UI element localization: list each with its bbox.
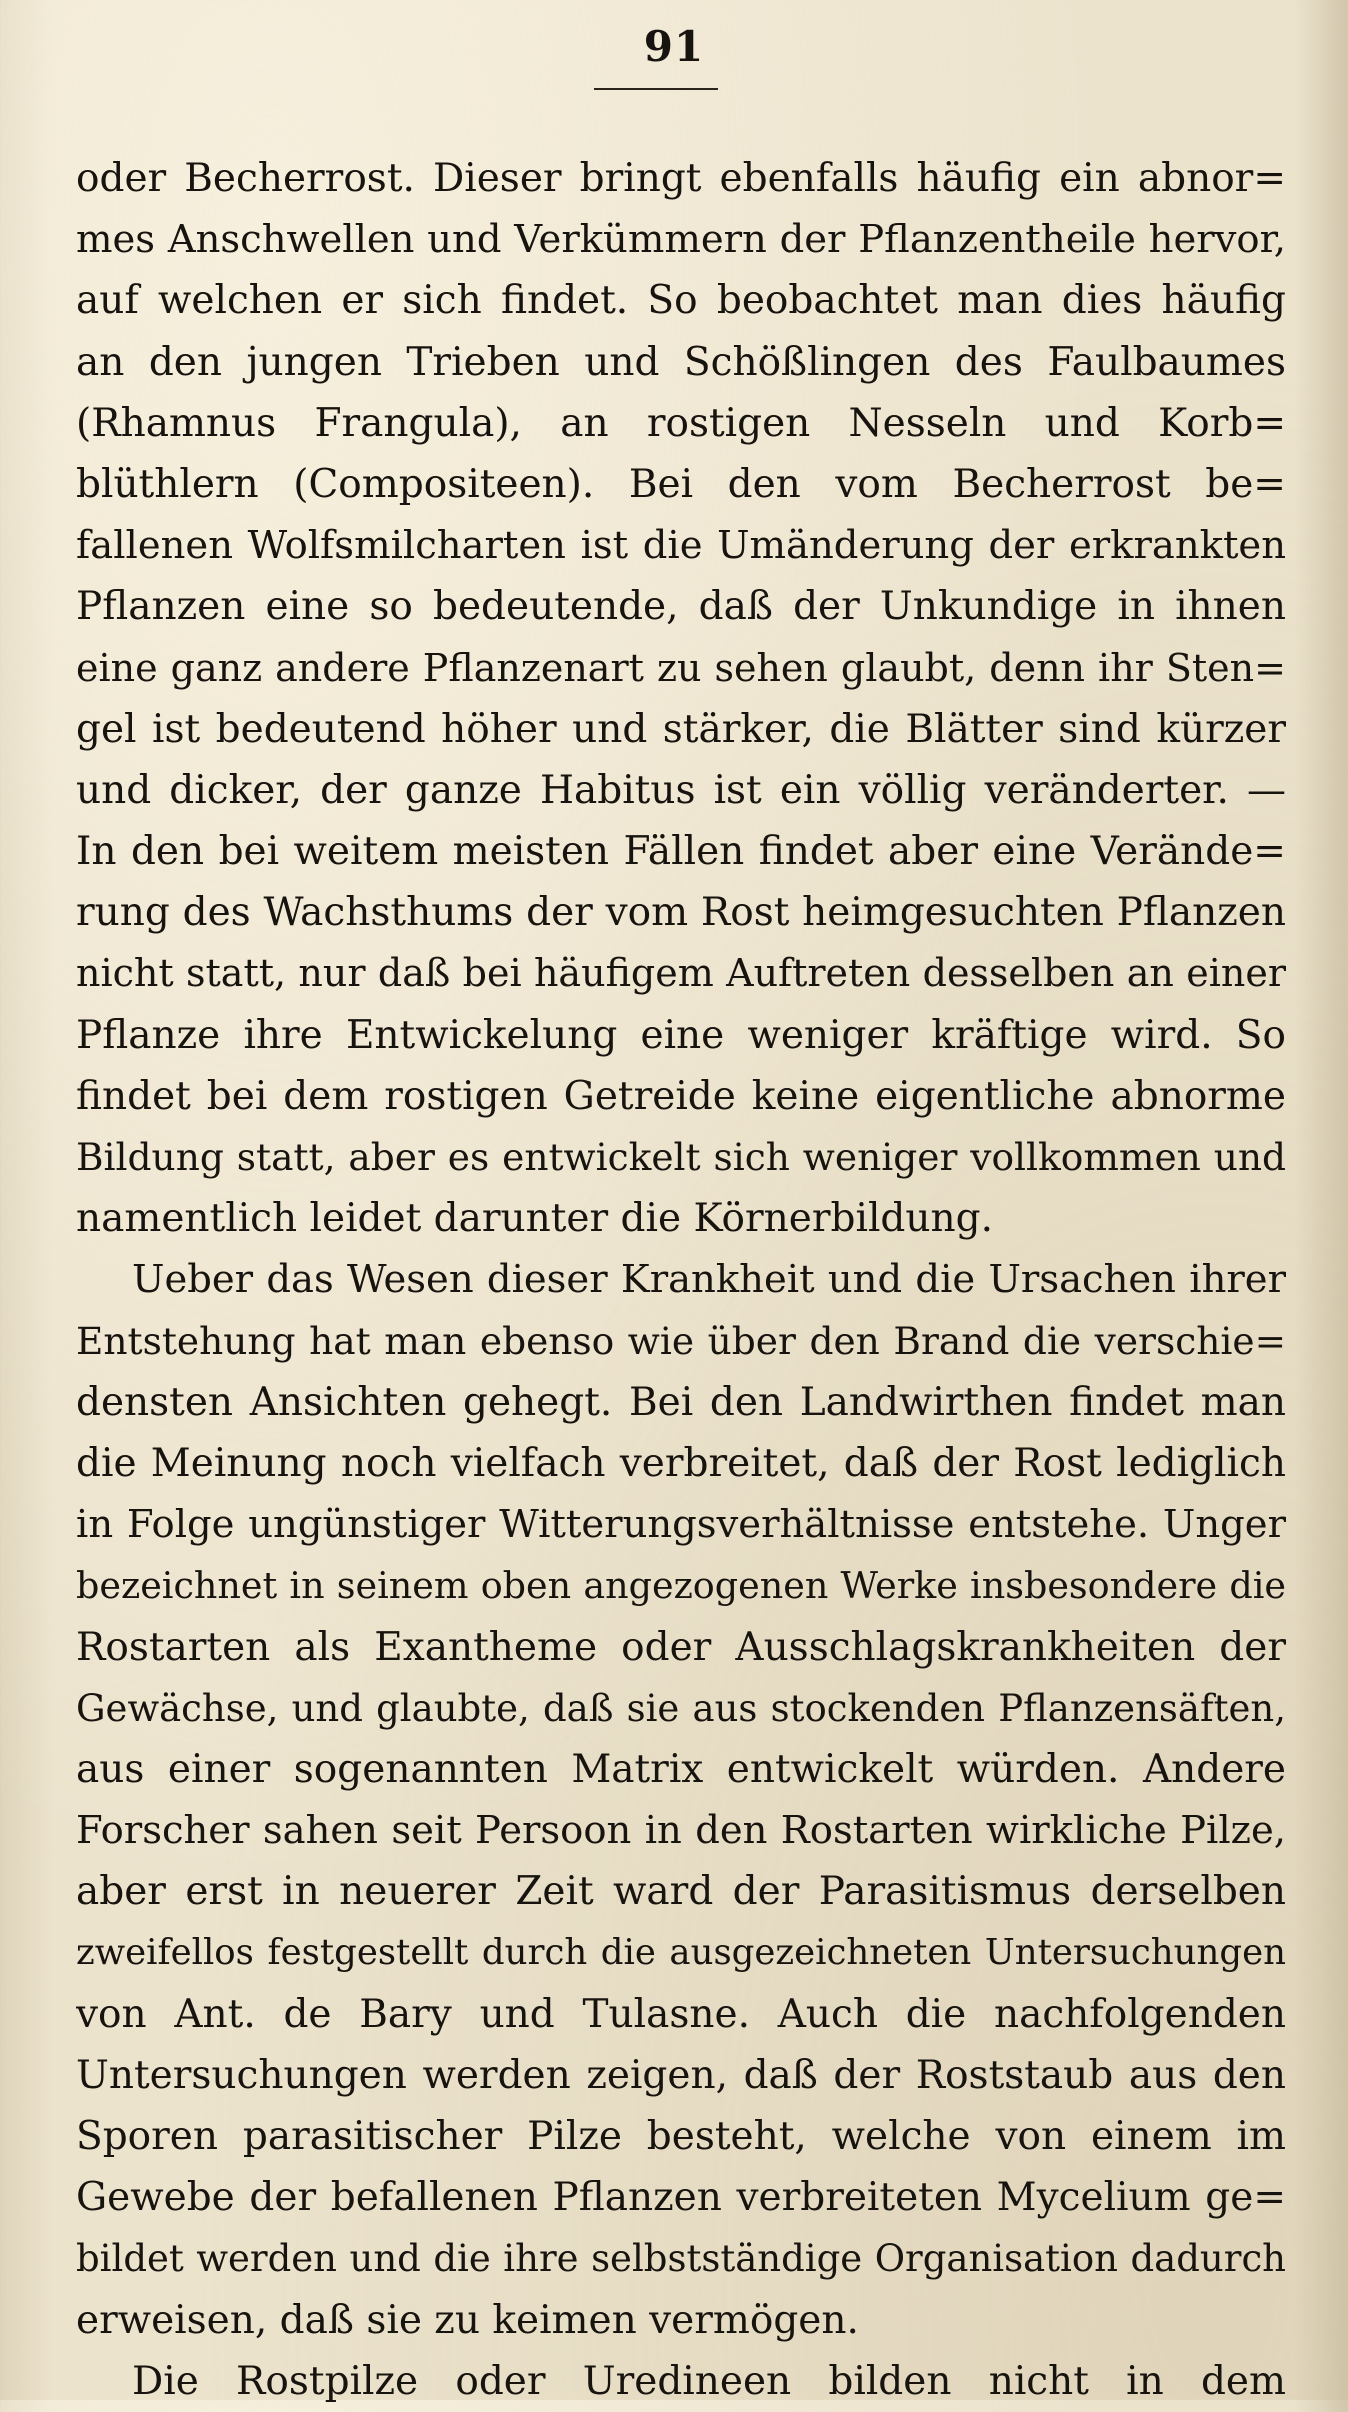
text-line: Rostarten als Exantheme oder Ausschlagskrankheiten der — [76, 1624, 1286, 1670]
text-line: Sporen parasitischer Pilze besteht, welche von einem im — [76, 2114, 1286, 2159]
body-text — [76, 148, 1286, 2412]
text-line: Pflanzen eine so bedeutende, daß der Unkundige in ihnen — [76, 584, 1286, 630]
text-line: bildet werden und die ihre selbstständige Organisation dadurch — [76, 2237, 1286, 2281]
header-rule — [594, 88, 718, 90]
text-line: Pflanze ihre Entwickelung eine weniger kräftige wird. So — [76, 1012, 1286, 1058]
text-line: gel ist bedeutend höher und stärker, die Blätter sind kürzer — [76, 706, 1286, 752]
text-line: aber erst in neuerer Zeit ward der Parasitismus derselben — [76, 1869, 1286, 1915]
text-line: eine ganz andere Pflanzenart zu sehen glaubt, denn ihr Sten= — [76, 645, 1286, 690]
text-line: aus einer sogenannten Matrix entwickelt würden. Andere — [76, 1746, 1286, 1792]
text-line: (Rhamnus Frangula), an rostigen Nesseln und Korb= — [76, 400, 1286, 446]
text-line: Entstehung hat man ebenso wie über den Brand die verschie= — [76, 1318, 1286, 1363]
text-line: mes Anschwellen und Verkümmern der Pflanzentheile hervor, — [76, 217, 1286, 263]
text-line: blüthlern (Compositeen). Bei den vom Becherrost be= — [76, 461, 1286, 507]
text-line: in Folge ungünstiger Witterungsverhältnisse entstehe. Unger — [76, 1502, 1286, 1548]
text-line: Forscher sahen seit Persoon in den Rostarten wirkliche Pilze, — [76, 1808, 1286, 1854]
text-line: von Ant. de Bary und Tulasne. Auch die nachfolgenden — [76, 1991, 1286, 2037]
text-line: fallenen Wolfsmilcharten ist die Umänderung der erkrankten — [76, 523, 1286, 569]
text-line: erweisen, daß sie zu keimen vermögen. — [76, 2297, 859, 2343]
text-line: und dicker, der ganze Habitus ist ein völlig veränderter. — — [76, 767, 1286, 813]
text-line: oder Becherrost. Dieser bringt ebenfalls häufig ein abnor= — [76, 156, 1286, 201]
text-line: Gewebe der befallenen Pflanzen verbreiteten Mycelium ge= — [76, 2175, 1286, 2221]
text-line: Gewächse, und glaubte, daß sie aus stockenden Pflanzensäften, — [76, 1686, 1286, 1730]
text-line: die Meinung noch vielfach verbreitet, daß der Rost lediglich — [76, 1440, 1286, 1486]
text-line: an den jungen Trieben und Schößlingen des Faulbaumes — [76, 339, 1286, 385]
text-line: Untersuchungen werden zeigen, daß der Roststaub aus den — [76, 2052, 1286, 2098]
text-line: bezeichnet in seinem oben angezogenen Werke insbesondere die — [76, 1564, 1286, 1608]
text-line: Die Rostpilze oder Uredineen bilden nicht in dem — [132, 2358, 1286, 2404]
text-line: densten Ansichten gehegt. Bei den Landwirthen findet man — [76, 1379, 1286, 1425]
text-line: namentlich leidet darunter die Körnerbildung. — [76, 1196, 993, 1242]
text-line: zweifellos festgestellt durch die ausgezeichneten Untersuchungen — [76, 1932, 1286, 1974]
text-line: nicht statt, nur daß bei häufigem Auftreten desselben an einer — [76, 951, 1286, 996]
page-number: 91 — [643, 22, 705, 71]
text-line: Bildung statt, aber es entwickelt sich weniger vollkommen und — [76, 1135, 1286, 1179]
text-line: findet bei dem rostigen Getreide keine eigentliche abnorme — [76, 1073, 1286, 1119]
text-line: rung des Wachsthums der vom Rost heimgesuchten Pflanzen — [76, 890, 1286, 936]
text-line: auf welchen er sich findet. So beobachtet man dies häufig — [76, 278, 1286, 324]
text-line: Ueber das Wesen dieser Krankheit und die Ursachen ihrer — [132, 1257, 1286, 1303]
text-line: In den bei weitem meisten Fällen findet aber eine Verände= — [76, 829, 1286, 875]
